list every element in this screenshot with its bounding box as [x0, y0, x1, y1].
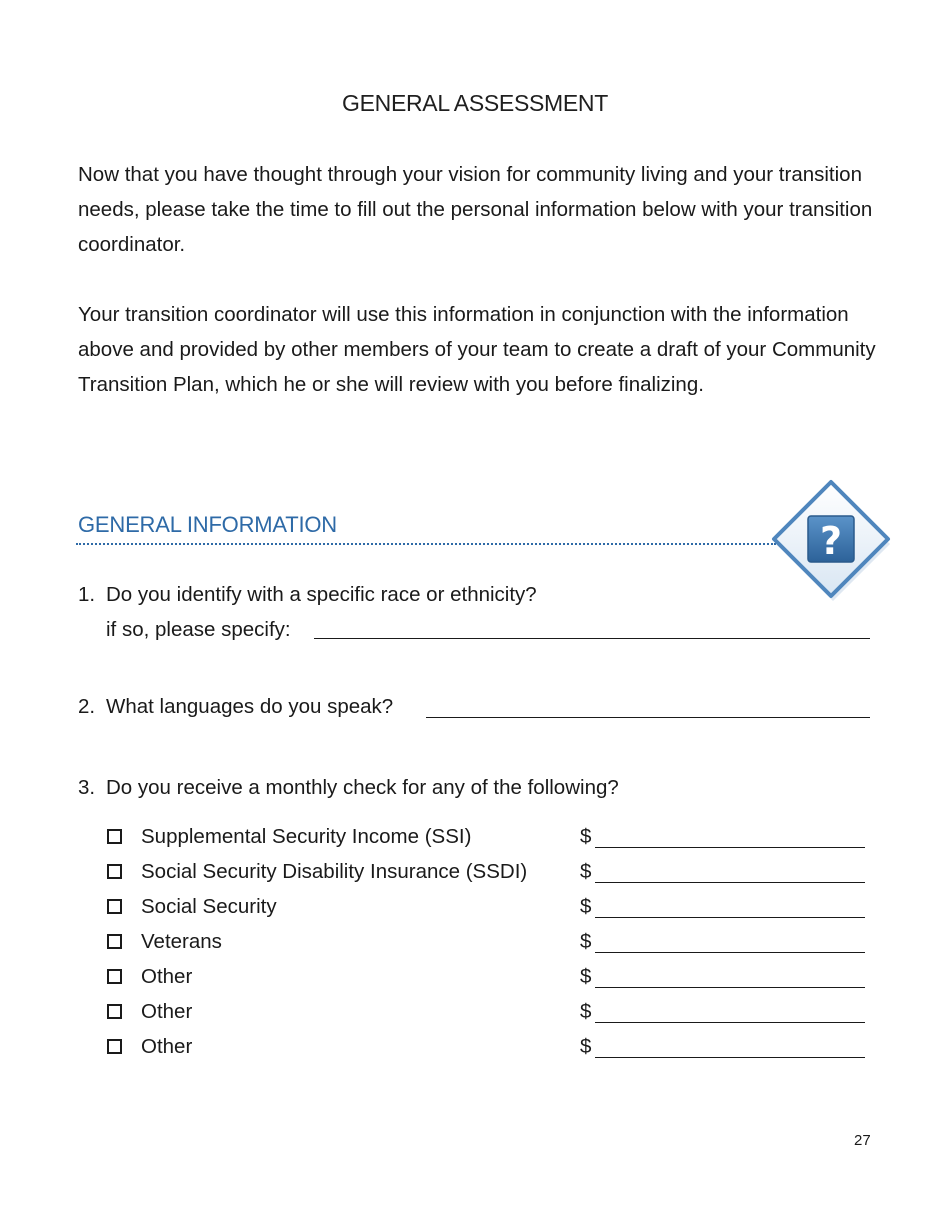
page-number: 27 — [854, 1132, 871, 1149]
languages-field[interactable] — [426, 717, 870, 718]
amount-field[interactable] — [595, 1057, 865, 1058]
question-3 — [78, 771, 619, 805]
currency-symbol: $ — [580, 895, 592, 918]
question-number: 2. — [78, 695, 96, 718]
income-option-label: Other — [141, 1035, 193, 1058]
amount-field[interactable] — [595, 882, 865, 883]
income-option-label: Other — [141, 1000, 193, 1023]
page-title: GENERAL ASSESSMENT — [342, 90, 608, 116]
question-text: Do you receive a monthly check for any of the following? — [106, 776, 619, 799]
intro-paragraph-1: Now that you have thought through your vision for community living and your transition needs, please take the time to fill out the personal information below with your transition coordinator. — [78, 163, 873, 256]
amount-field[interactable] — [595, 847, 865, 848]
intro-paragraph-2: Your transition coordinator will use this information in conjunction with the information above and provided by other members of your team to create a draft of your Community Transition Plan, which he or she will review with you before finalizing. — [78, 303, 876, 396]
currency-symbol: $ — [580, 860, 592, 883]
currency-symbol: $ — [580, 965, 592, 988]
question-2 — [78, 690, 393, 724]
amount-field[interactable] — [595, 952, 865, 953]
income-option-label: Supplemental Security Income (SSI) — [141, 825, 472, 848]
income-checkbox[interactable] — [107, 899, 122, 914]
income-checkbox[interactable] — [107, 969, 122, 984]
income-option-label: Social Security Disability Insurance (SSDI) — [141, 860, 528, 883]
income-checkbox[interactable] — [107, 829, 122, 844]
income-checkbox[interactable] — [107, 1004, 122, 1019]
svg-text:?: ? — [819, 519, 843, 563]
currency-symbol: $ — [580, 930, 592, 953]
question-number: 3. — [78, 776, 96, 799]
income-checkbox[interactable] — [107, 864, 122, 879]
question-text: What languages do you speak? — [106, 695, 394, 718]
question-1 — [78, 578, 537, 612]
section-heading: GENERAL INFORMATION — [78, 512, 337, 537]
amount-field[interactable] — [595, 987, 865, 988]
income-checkbox[interactable] — [107, 1039, 122, 1054]
race-ethnicity-field[interactable] — [314, 638, 870, 639]
amount-field[interactable] — [595, 1022, 865, 1023]
question-text: Do you identify with a specific race or ethnicity? — [106, 583, 537, 606]
question-mark-diamond-icon — [768, 478, 894, 604]
currency-symbol: $ — [580, 825, 592, 848]
income-option-label: Social Security — [141, 895, 277, 918]
question-number: 1. — [78, 583, 96, 606]
question-1-followup: if so, please specify: — [106, 618, 291, 641]
currency-symbol: $ — [580, 1035, 592, 1058]
income-checkbox[interactable] — [107, 934, 122, 949]
amount-field[interactable] — [595, 917, 865, 918]
section-divider — [76, 543, 776, 545]
income-option-label: Veterans — [141, 930, 222, 953]
currency-symbol: $ — [580, 1000, 592, 1023]
income-option-label: Other — [141, 965, 193, 988]
